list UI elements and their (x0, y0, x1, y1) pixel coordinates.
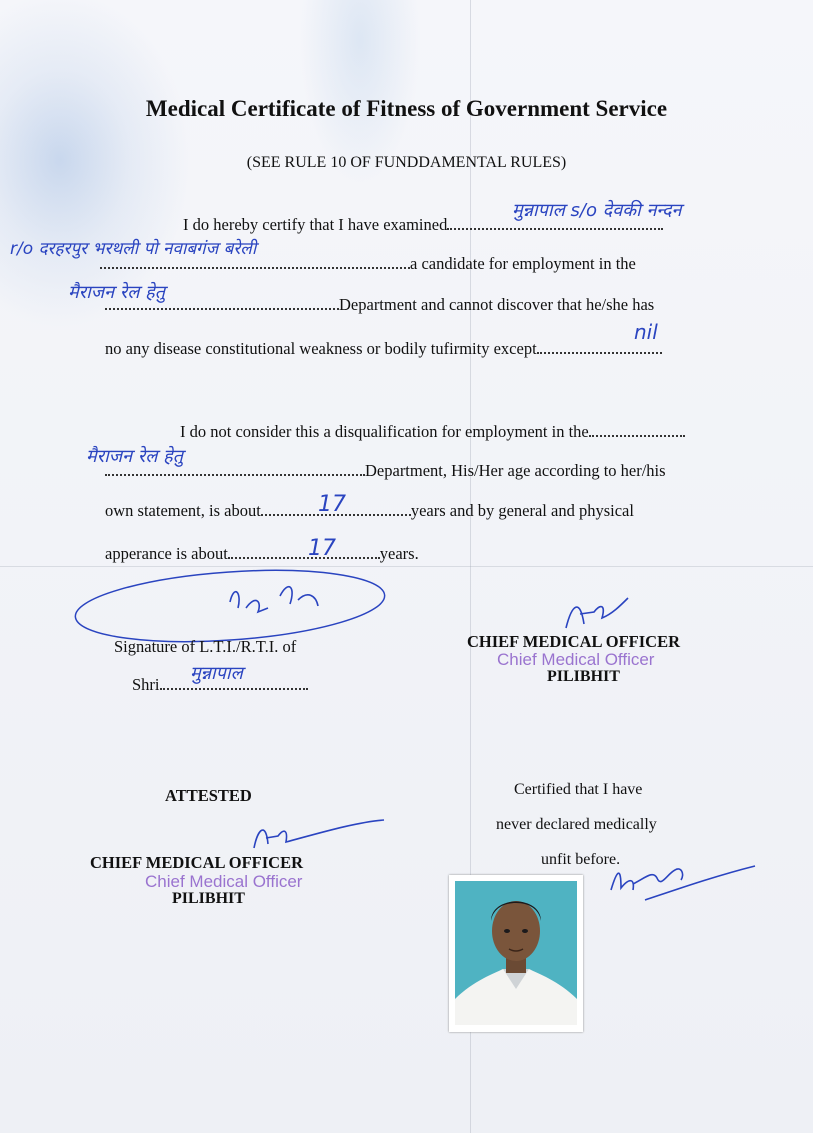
certify-text-1: I do hereby certify that I have examined (183, 215, 448, 234)
age-appearance-dotted-field (228, 543, 380, 559)
certify-text-5: I do not consider this a disqualification for employment in the (180, 422, 589, 441)
cmo-title-attested: CHIEF MEDICAL OFFICER (90, 853, 303, 872)
age-statement-handwriting: 17 (318, 492, 346, 517)
attested-signature-scribble (250, 818, 390, 858)
employment-dotted-field (589, 421, 685, 437)
candidate-photo-frame (449, 875, 583, 1032)
cmo-stamp-attested: Chief Medical Officer (145, 872, 303, 891)
candidate-photo (455, 881, 577, 1025)
department-handwriting: मैराजन रेल हेतु (68, 282, 165, 303)
address-handwriting: r/o दरहरपुर भरथली पो नवाबगंज बरेली (10, 239, 257, 259)
cmo-signature-scribble (560, 592, 640, 636)
age-appearance-handwriting: 17 (308, 536, 336, 561)
certify-line-4 (105, 338, 662, 359)
attested-label: ATTESTED (165, 786, 252, 805)
certify-line-6 (105, 460, 666, 481)
cmo-place-attested: PILIBHIT (172, 890, 245, 907)
certify-line-7 (105, 500, 634, 521)
department2-handwriting: मैराजन रेल हेतु (86, 446, 183, 467)
cmo-place-right: PILIBHIT (547, 668, 620, 685)
certificate-title: Medical Certificate of Fitness of Government Service (145, 96, 668, 121)
declaration-line-1: Certified that I have (514, 781, 643, 798)
shri-name-handwriting: मुन्नापाल (190, 663, 243, 684)
except-handwriting: nil (634, 320, 658, 344)
cmo-stamp-right: Chief Medical Officer (497, 650, 655, 669)
lti-signature-label: Signature of L.T.I./R.T.I. of (114, 637, 297, 656)
age-appearance-suffix: years. (379, 544, 419, 563)
certify-text-6: Department, His/Her age according to her/his (365, 461, 666, 480)
age-statement-prefix: own statement, is about (105, 501, 261, 520)
cmo-title-right: CHIEF MEDICAL OFFICER (467, 632, 680, 651)
certify-text-2: a candidate for employment in the (410, 254, 636, 273)
age-appearance-prefix: apperance is about (105, 544, 228, 563)
certificate-subtitle: (SEE RULE 10 OF FUNDDAMENTAL RULES) (246, 154, 567, 171)
declaration-line-3: unfit before. (541, 851, 621, 868)
candidate-signature-scribble (605, 850, 765, 910)
declaration-line-2: never declared medically (496, 816, 657, 833)
certify-text-3: Department and cannot discover that he/she has (339, 295, 655, 314)
certify-text-4: no any disease constitutional weakness or bodily tufirmity except (105, 339, 537, 358)
candidate-portrait-image (455, 881, 577, 1025)
certify-line-3 (105, 294, 654, 315)
age-statement-suffix: years and by general and physical (410, 501, 634, 520)
certify-line-5 (180, 421, 685, 442)
candidate-name-handwriting: मुन्नापाल s/o देवकी नन्दन (512, 200, 682, 221)
shri-label: Shri (132, 675, 160, 694)
